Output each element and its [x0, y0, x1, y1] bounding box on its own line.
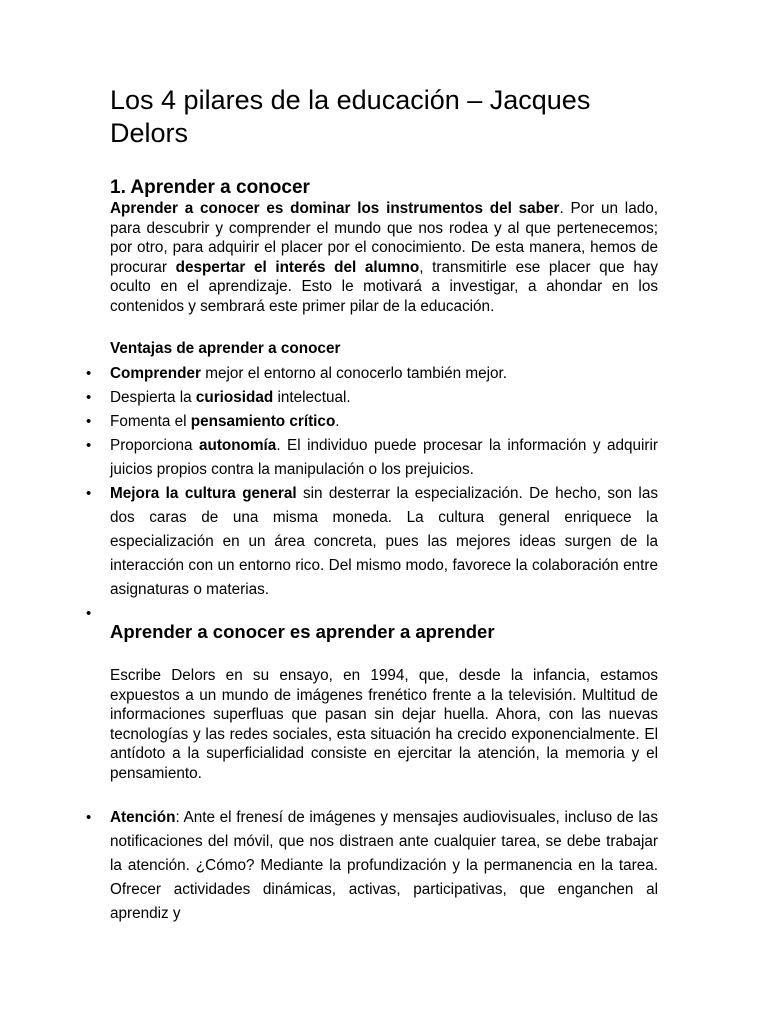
- list-item-text: mejor el entorno al conocerlo también mejor.: [200, 365, 508, 382]
- bullet-icon: •: [86, 485, 92, 502]
- list-item-text: .: [335, 413, 340, 430]
- bullet-icon: •: [86, 809, 92, 826]
- section-paragraph: Escribe Delors en su ensayo, en 1994, que, desde la infancia, estamos expuestos a un mundo de imágenes frenético frente a la televisión. Multitud de informaciones superfluas que pasan sin dejar huella. Ahora, con las nuevas tecnologías y las redes sociales, esta situación ha crecido exponencialmente. El antídoto a la superficialidad consiste en ejercitar la atención, la memoria y el pensamiento.: [110, 667, 658, 782]
- bold-phrase: curiosidad: [195, 389, 274, 406]
- subheading-ventajas: Ventajas de aprender a conocer: [110, 340, 341, 357]
- list-item-text: : Ante el frenesí de imágenes y mensajes audiovisuales, incluso de las notificaciones del móvil, que nos distraen ante cualquier tarea, se debe trabajar la atención. ¿Cómo? Mediante la profundización y la permanencia en la tarea. Ofrecer actividades dinámicas, activas, participativas, que enganchen al aprendiz y: [110, 809, 658, 922]
- bullet-icon: •: [86, 413, 92, 430]
- bold-phrase: Comprender: [110, 365, 201, 382]
- bold-phrase: Atención: [110, 809, 176, 826]
- list-item: [0, 386, 768, 410]
- list-item: [0, 362, 768, 386]
- bold-phrase: Mejora la cultura general: [110, 485, 297, 502]
- paragraph-text: . Por un lado, para descubrir y comprender el mundo que nos rodea y al que pertenecemos; por otro, para adquirir el placer por el conocimiento. De esta manera, hemos de procurar: [110, 200, 658, 276]
- list-item: [0, 806, 768, 926]
- list-item: [0, 434, 768, 482]
- list-item-text: . El individuo puede procesar la información y adquirir juicios propios contra la manipulación o los prejuicios.: [110, 437, 659, 478]
- bold-phrase: pensamiento crítico: [190, 413, 336, 430]
- bullet-icon: •: [86, 389, 92, 406]
- section-heading-aprender-a-aprender: Aprender a conocer es aprender a aprender: [110, 621, 495, 642]
- bold-phrase: autonomía: [198, 437, 277, 454]
- ventajas-list: [0, 362, 768, 626]
- list-item: [0, 482, 768, 602]
- document-title: Los 4 pilares de la educación – Jacques Delors: [110, 85, 591, 148]
- bullet-icon: •: [86, 605, 92, 622]
- list-item-text: sin desterrar la especialización. De hecho, son las dos caras de una misma moneda. La cultura general enriquece la especialización en un área concreta, pues las mejores ideas surgen de la interacción con un entorno rico. Del mismo modo, favorece la colaboración entre asignaturas o materias.: [110, 485, 658, 598]
- section-heading-aprender-a-conocer: 1. Aprender a conocer: [110, 177, 310, 198]
- skills-list: [0, 806, 768, 926]
- list-item-text: intelectual.: [273, 389, 351, 406]
- paragraph-text: , transmitirle ese placer que hay oculto en el aprendizaje. Esto le motivará a investigar, a ahondar en los contenidos y sembrará este primer pilar de la educación.: [110, 258, 658, 315]
- list-item-text: Fomenta el: [110, 413, 191, 430]
- list-item-text: Proporciona: [110, 437, 199, 454]
- bullet-icon: •: [86, 365, 92, 382]
- section-paragraph: [110, 199, 658, 316]
- bold-phrase: despertar el interés del alumno: [175, 258, 420, 276]
- bullet-icon: •: [86, 437, 92, 454]
- list-item-text: Despierta la: [110, 389, 196, 406]
- bold-phrase: Aprender a conocer es dominar los instrumentos del saber: [110, 200, 560, 217]
- list-item: [0, 410, 768, 434]
